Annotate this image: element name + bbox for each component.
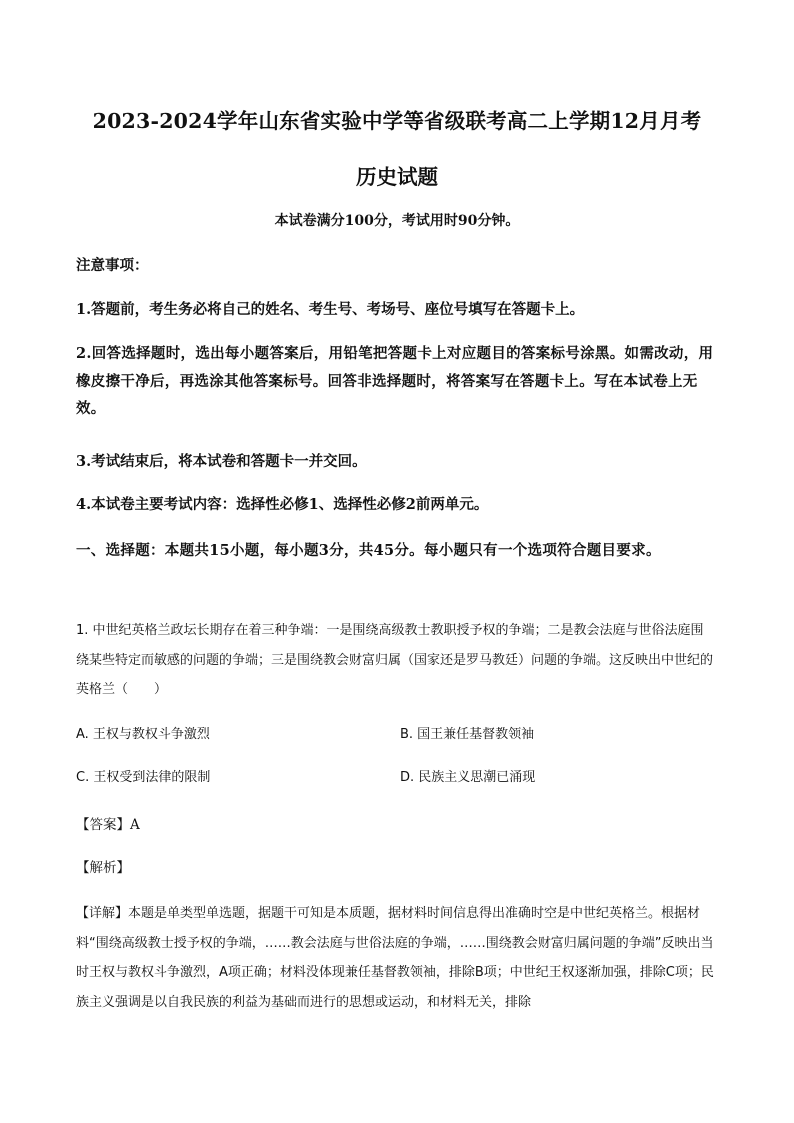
analysis-detail: 【详解】本题是单类型单选题，据题干可知是本质题，据材料时间信息得出准确时空是中世纪英格兰。根据材料“围绕高级教士授予权的争端，……教会法庭与世俗法庭的争端，……围绕教会财富归属问题的争端”反映出当时王权与教权斗争激烈，A项正确；材料没体现兼任基督教领袖，排除B项；中世纪王权逐渐加强，排除C项；民族主义强调是以自我民族的利益为基础而进行的思想或运动，和材料无关，排除: [76, 906, 714, 1010]
note-item-2: 2.回答选择题时，选出每小题答案后，用铅笔把答题卡上对应题目的答案标号涂黑。如需改动，用橡皮擦干净后，再选涂其他答案标号。回答非选择题时，将答案写在答题卡上。写在本试卷上无效。: [76, 345, 714, 417]
notes-heading: 注意事项：: [76, 257, 149, 274]
option-b: B. 国王兼任基督教领袖: [400, 727, 535, 742]
option-d: D. 民族主义思潮已涌现: [400, 770, 536, 785]
analysis-label: 【解析】: [76, 860, 130, 876]
exam-title: 2023-2024学年山东省实验中学等省级联考高二上学期12月月考: [92, 109, 702, 133]
note-item-4: 4.本试卷主要考试内容：选择性必修1、选择性必修2前两单元。: [76, 496, 489, 513]
note-item-1: 1.答题前，考生务必将自己的姓名、考生号、考场号、座位号填写在答题卡上。: [76, 301, 585, 318]
option-c: C. 王权受到法律的限制: [76, 770, 211, 785]
question-1-stem: 1. 中世纪英格兰政坛长期存在着三种争端：一是围绕高级教士教职授予权的争端；二是教会法庭与世俗法庭围绕某些特定而敏感的问题的争端；三是围绕教会财富归属（国家还是罗马教廷）问题的争端。这反映出中世纪的英格兰（ ）: [76, 623, 714, 697]
exam-subject-title: 历史试题: [356, 165, 438, 189]
option-a: A. 王权与教权斗争激烈: [76, 727, 210, 742]
section-heading: 一、选择题：本题共15小题，每小题3分，共45分。每小题只有一个选项符合题目要求。: [76, 542, 661, 559]
note-item-3: 3.考试结束后，将本试卷和答题卡一并交回。: [76, 453, 367, 470]
score-info: 本试卷满分100分，考试用时90分钟。: [274, 213, 520, 229]
answer-label: 【答案】A: [76, 817, 140, 833]
